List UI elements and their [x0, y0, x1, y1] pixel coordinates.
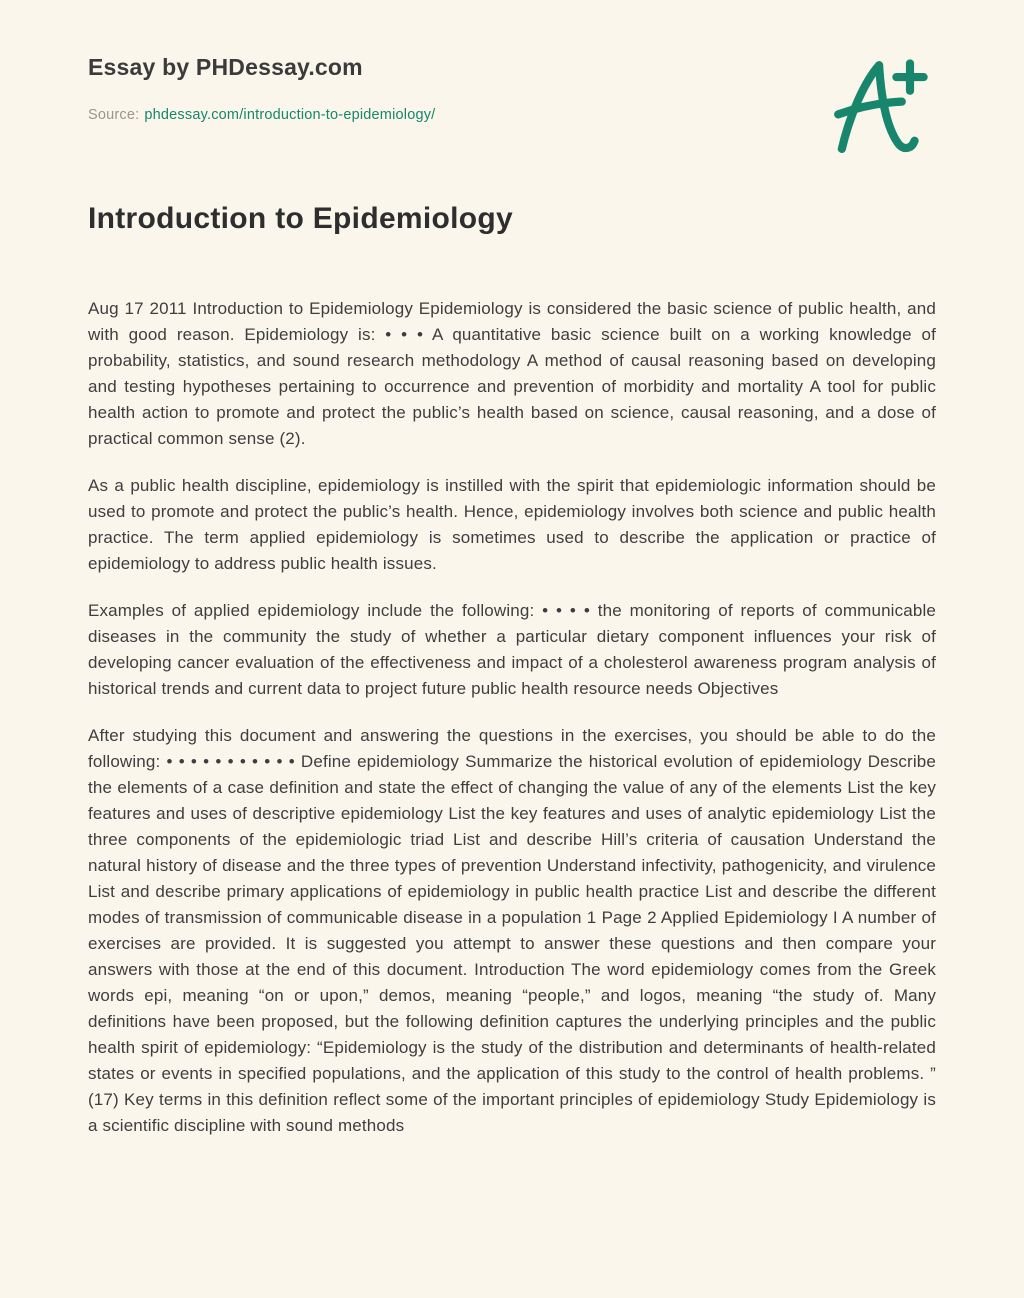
paragraph-2: As a public health discipline, epidemiology is instilled with the spirit that epidemiologic information should be used to promote and protect the public’s health. Hence, epidemiology involves both science and public health practice. The term applied epidemiology is sometimes used to describe the application or practice of epidemiology to address public health issues.	[88, 476, 936, 573]
paragraph-4: After studying this document and answering the questions in the exercises, you should be able to do the following: • • • • • • • • • • • Define epidemiology Summarize the historical evolution of epidemiology Describe the elements of a case definition and state the effect of changing the value of any of the elements List the key features and uses of descriptive epidemiology List the key features and uses of analytic epidemiology List the three components of the epidemiologic triad List and describe Hill’s criteria of causation Understand the natural history of disease and the three types of prevention Understand infectivity, pathogenicity, and virulence List and describe primary applications of epidemiology in public health practice List and describe the different modes of transmission of communicable disease in a population 1 Page 2 Applied Epidemiology I A number of exercises are provided. It is suggested you attempt to answer these questions and then compare your answers with those at the end of this document. Introduction The word epidemiology comes from the Greek words epi, meaning “on or upon,” demos, meaning “people,” and logos, meaning “the study of. Many definitions have been proposed, but the following definition captures the underlying principles and the public health spirit of epidemiology: “Epidemiology is the study of the distribution and determinants of health-related states or events in specified populations, and the application of this study to the control of health problems. ” (17) Key terms in this definition reflect some of the important principles of epidemiology Study Epidemiology is a scientific discipline with sound methods	[88, 726, 936, 1135]
paragraph-3: Examples of applied epidemiology include the following: • • • • the monitoring of reports of communicable diseases in the community the study of whether a particular dietary component influences your risk of developing cancer evaluation of the effectiveness and impact of a cholesterol awareness program analysis of historical trends and current data to project future public health resource needs Objectives	[88, 601, 936, 698]
document-title: Introduction to Epidemiology	[88, 202, 514, 235]
page-header	[88, 50, 936, 162]
source-line	[88, 107, 435, 123]
paragraph-1: Aug 17 2011 Introduction to Epidemiology Epidemiology is considered the basic science of public health, and with good reason. Epidemiology is: • • • A quantitative basic science built on a working knowledge of probability, statistics, and sound research methodology A method of causal reasoning based on developing and testing hypotheses pertaining to occurrence and prevention of morbidity and mortality A tool for public health action to promote and protect the public’s health based on science, causal reasoning, and a dose of practical common sense (2).	[88, 299, 936, 448]
essay-byline: Essay by PHDessay.com	[88, 54, 363, 80]
header-text-block	[88, 50, 435, 123]
source-label: Source:	[88, 107, 140, 123]
document-body	[88, 296, 936, 1139]
source-link[interactable]: phdessay.com/introduction-to-epidemiology/	[144, 107, 436, 123]
phdessay-a-plus-logo-icon	[830, 54, 930, 162]
